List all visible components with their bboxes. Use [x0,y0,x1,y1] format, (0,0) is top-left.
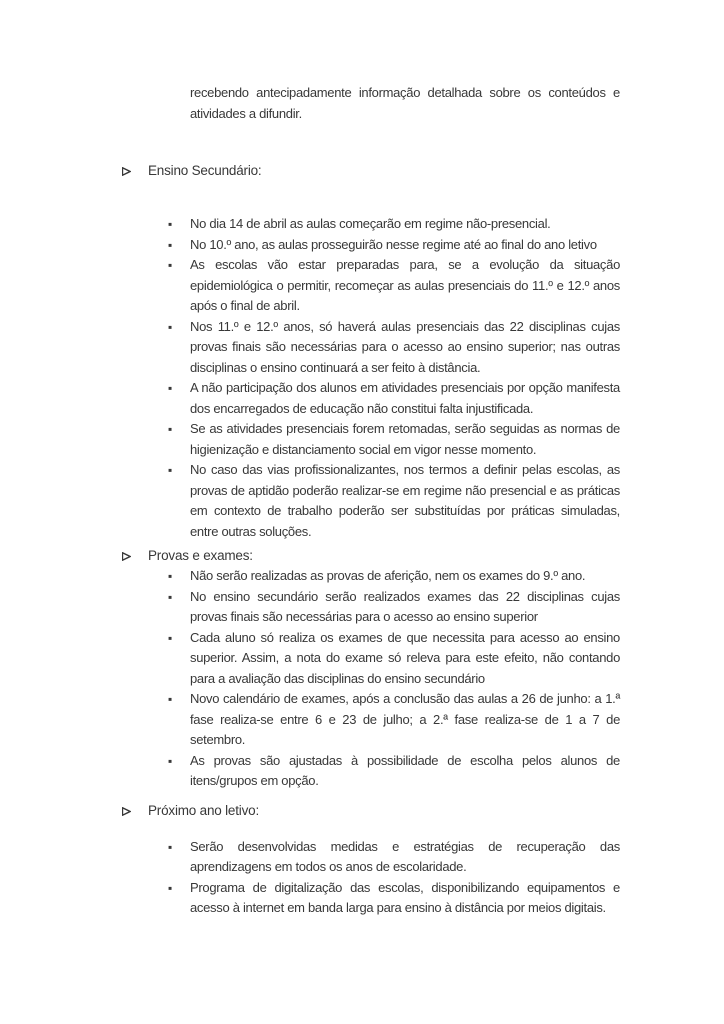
sections-container [0,160,724,919]
section-arrow-icon [122,552,148,561]
bullet-square-icon: ▪ [168,753,173,768]
section-heading [122,545,724,566]
list-item [168,378,620,419]
list-item [168,460,620,542]
list-item-text: As escolas vão estar preparadas para, se a evolução da situação epidemiológica o permitir, recomeçar as aulas presenciais do 11.º e 12.º anos após o final de abril. [190,257,620,313]
bullet-square-icon: ▪ [168,237,173,252]
bullet-list [168,214,620,542]
list-item [168,878,620,919]
list-item [168,235,620,256]
bullet-square-icon: ▪ [168,217,173,231]
list-item [168,214,620,235]
bullet-square-icon: ▪ [168,422,173,436]
list-item-text: No 10.º ano, as aulas prosseguirão nesse regime até ao final do ano letivo [190,236,597,252]
bullet-square-icon: ▪ [168,880,173,895]
bullet-list [168,837,620,919]
list-item-text: Não serão realizadas as provas de aferição, nem os exames do 9.º ano. [190,568,586,583]
bullet-square-icon: ▪ [168,258,173,272]
document-section [0,800,724,919]
bullet-square-icon: ▪ [168,589,173,604]
list-item-text: Se as atividades presenciais forem retomadas, serão seguidas as normas de higienização e distanciamento social em vigor nesse momento. [190,421,620,457]
list-item-text: Programa de digitalização das escolas, disponibilizando equipamentos e acesso à internet em banda larga para ensino à distância por meios digitais. [190,879,620,915]
bullet-square-icon: ▪ [168,839,173,854]
bullet-list [168,566,620,792]
section-heading [122,160,724,181]
list-item [168,751,620,792]
list-item-text: As provas são ajustadas à possibilidade de escolha pelos alunos de itens/grupos em opção. [190,752,620,788]
bullet-square-icon: ▪ [168,630,173,645]
list-item [168,689,620,751]
list-item [168,317,620,379]
list-item [168,255,620,317]
bullet-square-icon: ▪ [168,319,173,334]
section-arrow-icon [122,807,148,816]
list-item [168,587,620,628]
document-section [0,545,724,792]
bullet-square-icon: ▪ [168,463,173,477]
document-section [0,160,724,542]
section-heading [122,800,724,821]
list-item [168,837,620,878]
bullet-square-icon: ▪ [168,381,173,395]
list-item [168,566,620,587]
list-item-text: Nos 11.º e 12.º anos, só haverá aulas presenciais das 22 disciplinas cujas provas finais são necessárias para o acesso ao ensino superior; nas outras disciplinas o ensino continuará a ser feito à distância. [190,318,620,375]
intro-paragraph: recebendo antecipadamente informação detalhada sobre os conteúdos e atividades a difundir. [190,85,620,121]
section-arrow-icon [122,167,148,176]
list-item-text: No ensino secundário serão realizados exames das 22 disciplinas cujas provas finais são necessárias para o acesso ao ensino superior [190,588,620,624]
section-title: Próximo ano letivo: [148,802,260,818]
section-title: Provas e exames: [148,548,253,563]
list-item [168,419,620,460]
list-item-text: Serão desenvolvidas medidas e estratégias de recuperação das aprendizagens em todos os anos de escolaridade. [190,838,620,874]
list-item-text: A não participação dos alunos em atividades presenciais por opção manifesta dos encarregados de educação não constitui falta injustificada. [190,380,620,416]
list-item-text: No caso das vias profissionalizantes, nos termos a definir pelas escolas, as provas de aptidão poderão realizar-se em regime não presencial e as práticas em contexto de trabalho poderão ser substituídas por práticas simuladas, entre outras soluções. [190,462,620,539]
bullet-square-icon: ▪ [168,692,173,706]
list-item-text: Novo calendário de exames, após a conclusão das aulas a 26 de junho: a 1.ª fase realiza-se entre 6 e 23 de julho; a 2.ª fase realiza-se de 1 a 7 de setembro. [190,691,620,747]
section-title: Ensino Secundário: [148,163,262,178]
list-item-text: Cada aluno só realiza os exames de que necessita para acesso ao ensino superior. Assim, a nota do exame só releva para este efeito, não contando para a avaliação das disciplinas do ensino secundário [190,629,620,686]
list-item [168,628,620,690]
bullet-square-icon: ▪ [168,569,173,583]
list-item-text: No dia 14 de abril as aulas começarão em regime não-presencial. [190,216,551,231]
